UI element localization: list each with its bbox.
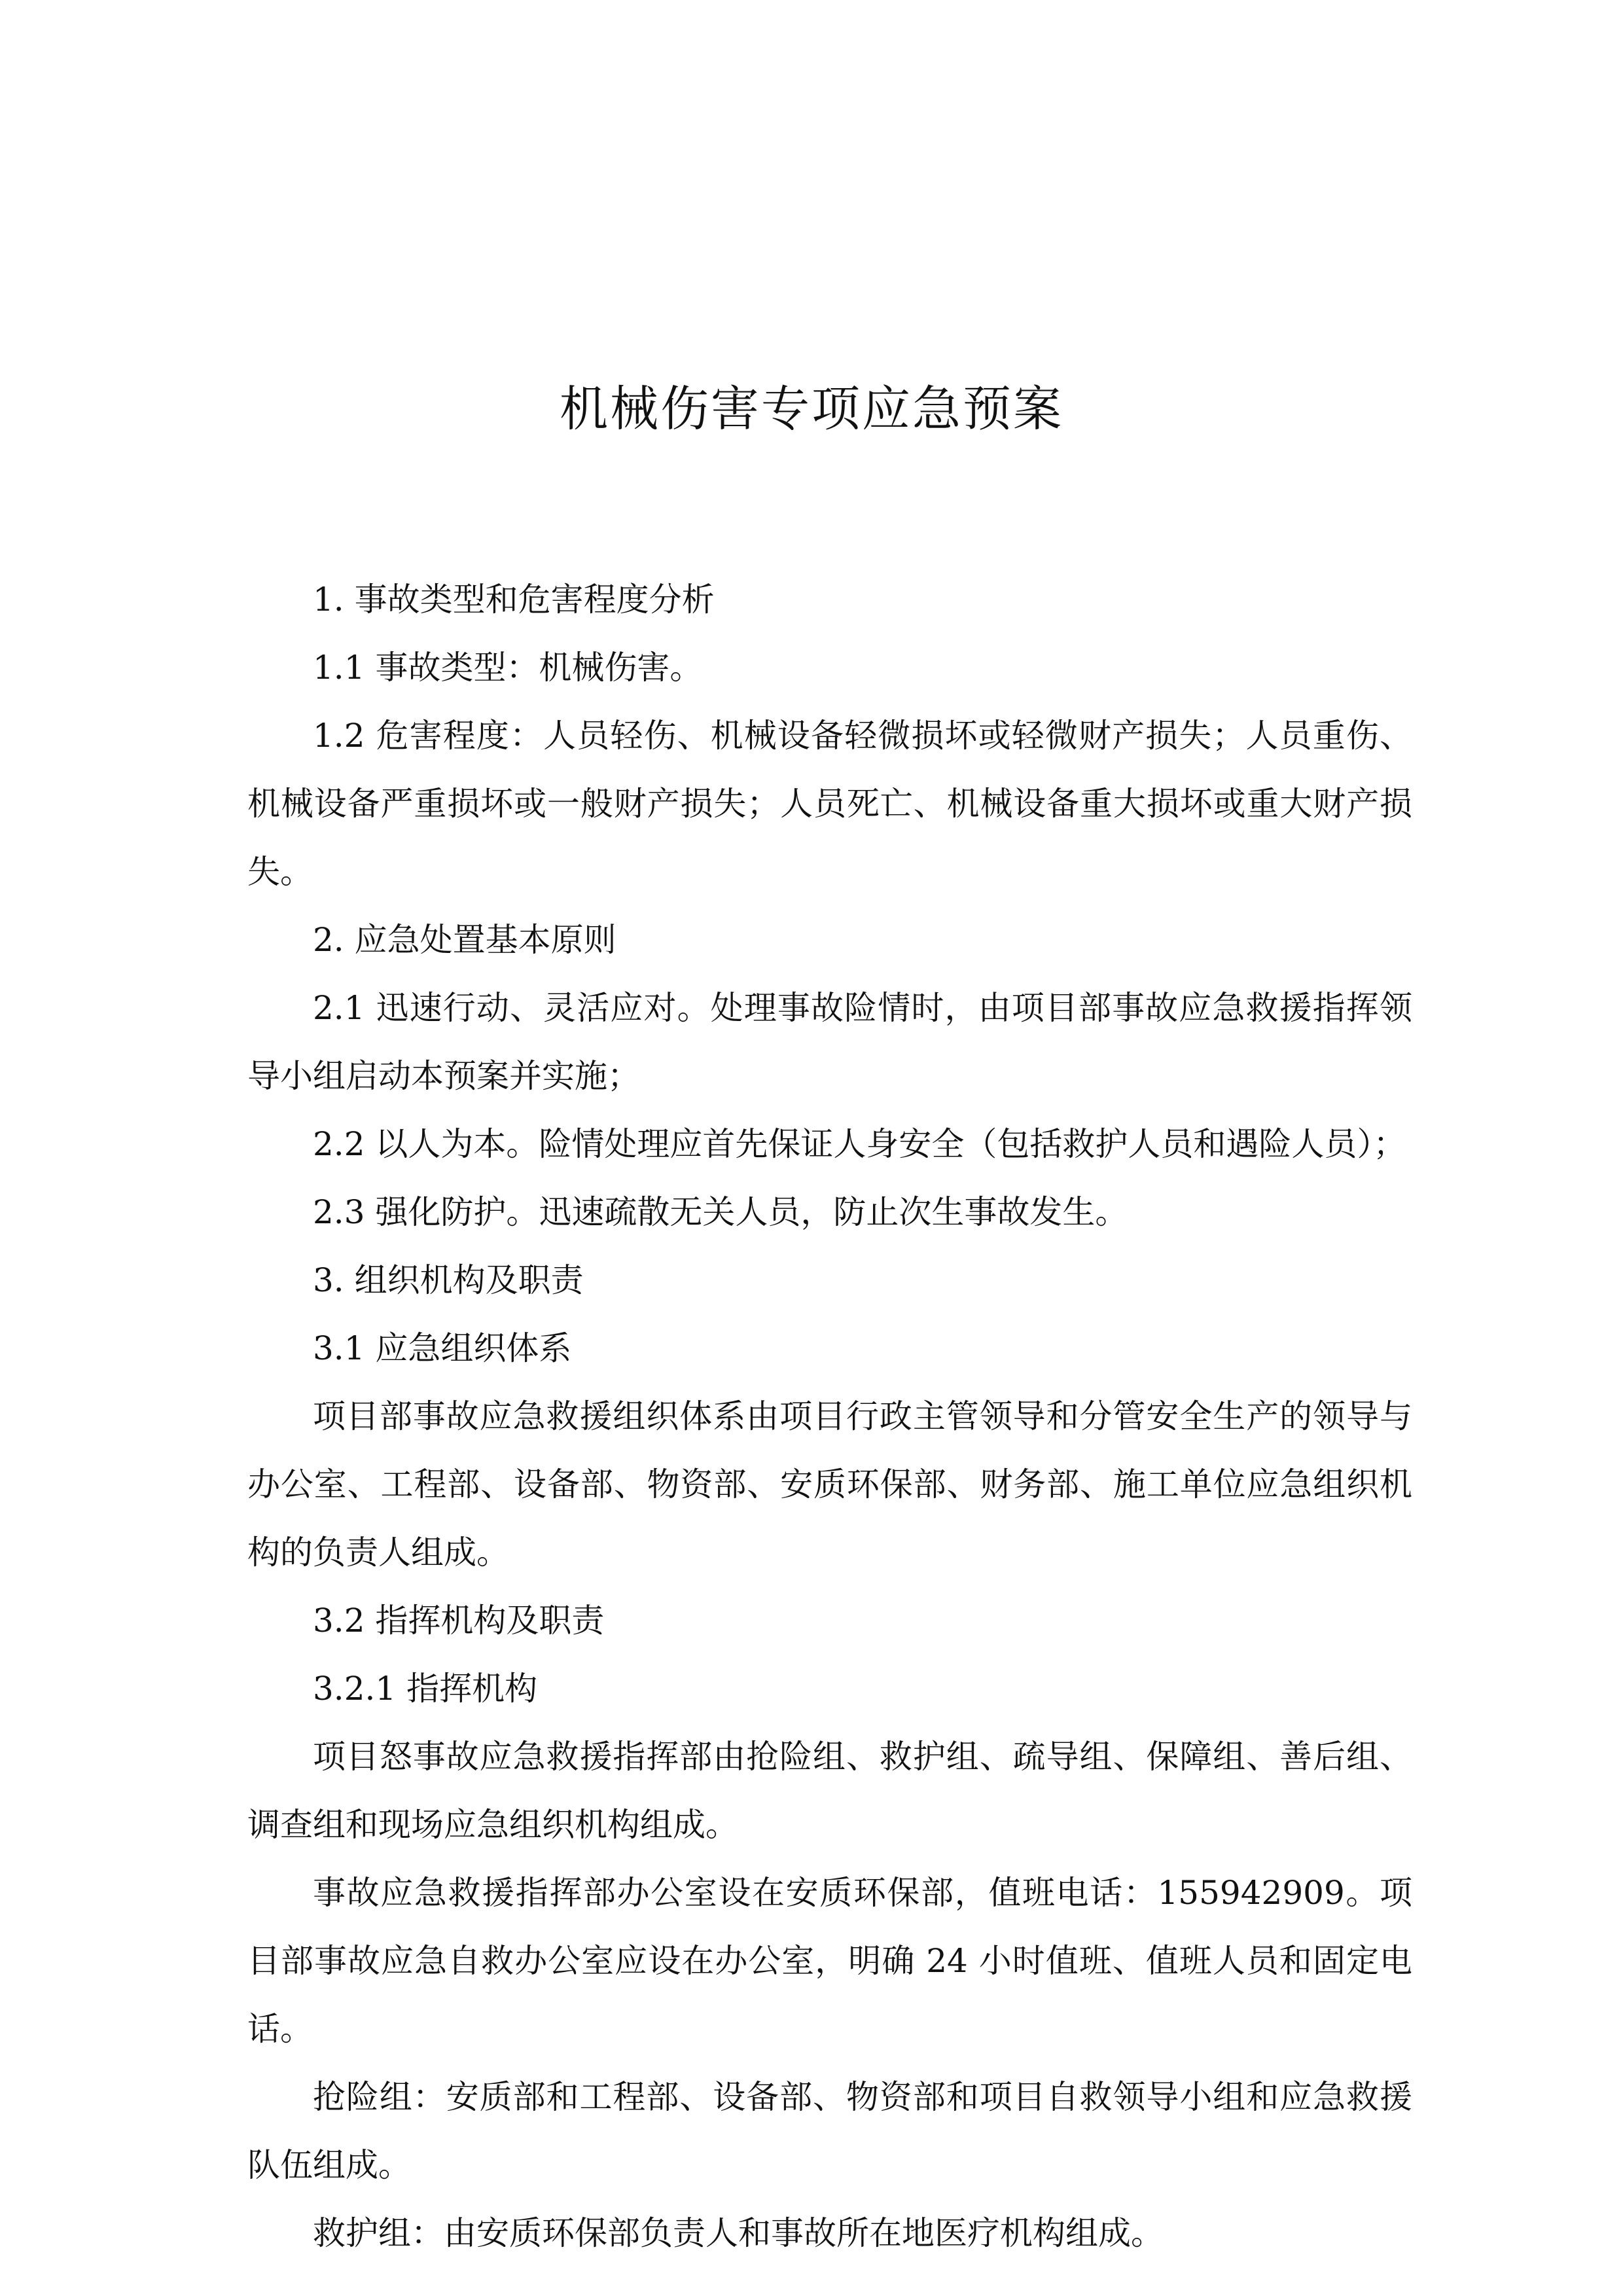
subsection-heading-3-2-1: 3.2.1 指挥机构 [313, 1670, 538, 1708]
section-heading-1: 1. 事故类型和危害程度分析 [313, 581, 715, 619]
document-title: 机械伤害专项应急预案 [560, 381, 1063, 437]
subsection-heading-3-2: 3.2 指挥机构及职责 [313, 1602, 605, 1640]
paragraph-2-3: 2.3 强化防护。迅速疏散无关人员，防止次生事故发生。 [313, 1193, 1128, 1231]
paragraph-3-2-1-a: 项目怒事故应急救援指挥部由抢险组、救护组、疏导组、保障组、善后组、调查组和现场应急组织机构组成。 [247, 1738, 1412, 1844]
paragraph-2-2: 2.2 以人为本。险情处理应首先保证人身安全（包括救护人员和遇险人员）； [313, 1125, 1406, 1163]
subsection-heading-3-1: 3.1 应急组织体系 [313, 1329, 572, 1367]
paragraph-3-1: 项目部事故应急救援组织体系由项目行政主管领导和分管安全生产的领导与办公室、工程部、设备部、物资部、安质环保部、财务部、施工单位应急组织机构的负责人组成。 [247, 1397, 1412, 1571]
paragraph-1-1: 1.1 事故类型：机械伤害。 [313, 649, 703, 687]
paragraph-2-1: 2.1 迅速行动、灵活应对。处理事故险情时，由项目部事故应急救援指挥领导小组启动本预案并实施； [247, 989, 1412, 1095]
paragraph-1-2: 1.2 危害程度：人员轻伤、机械设备轻微损坏或轻微财产损失；人员重伤、机械设备严重损坏或一般财产损失；人员死亡、机械设备重大损坏或重大财产损失。 [247, 717, 1412, 891]
document-body [247, 565, 1412, 2267]
section-heading-3: 3. 组织机构及职责 [313, 1261, 584, 1299]
paragraph-medical-team: 救护组：由安质环保部负责人和事故所在地医疗机构组成。 [313, 2214, 1164, 2252]
paragraph-3-2-1-b: 事故应急救援指挥部办公室设在安质环保部，值班电话：155942909。项目部事故应急自救办公室应设在办公室，明确 24 小时值班、值班人员和固定电话。 [247, 1874, 1412, 2048]
paragraph-rescue-team: 抢险组：安质部和工程部、设备部、物资部和项目自救领导小组和应急救援队伍组成。 [247, 2078, 1412, 2184]
section-heading-2: 2. 应急处置基本原则 [313, 921, 616, 959]
